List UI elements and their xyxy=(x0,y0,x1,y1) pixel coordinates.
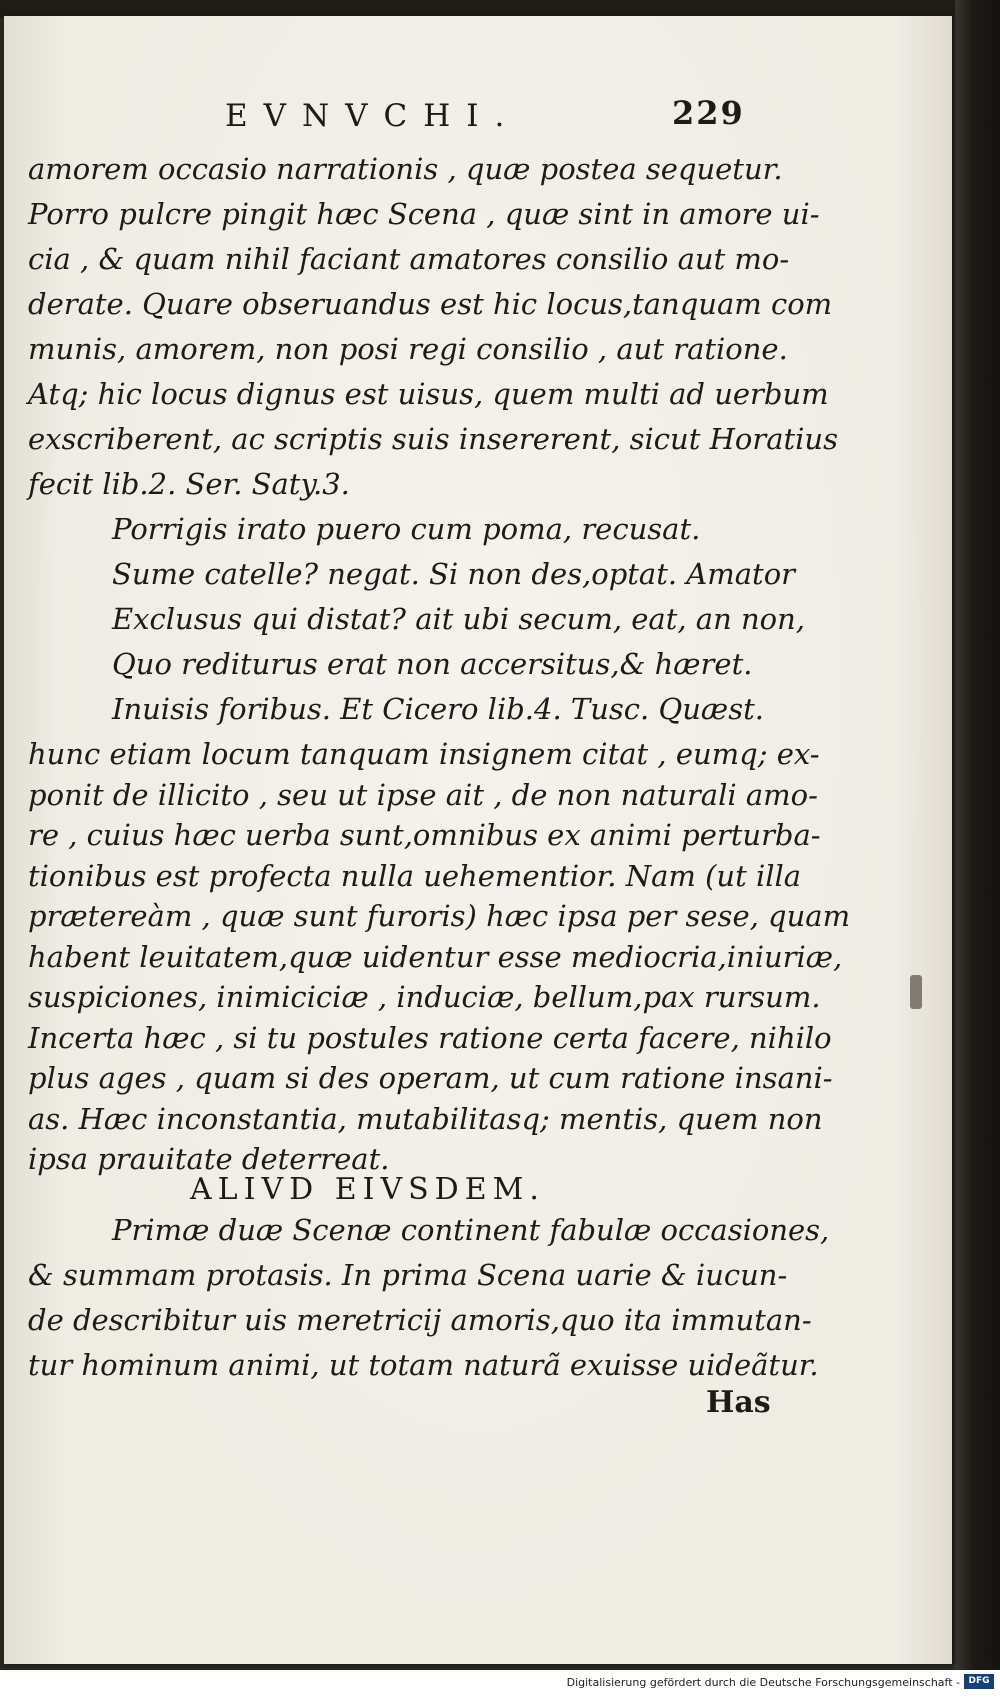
text-line: & summam protasis. In prima Scena uarie & iucun- xyxy=(28,1258,788,1292)
text-line: tur hominum animi, ut totam naturã exuisse uideãtur. xyxy=(28,1348,819,1382)
ink-smudge xyxy=(910,975,922,1009)
text-line: re , cuius hæc uerba sunt,omnibus ex animi perturba- xyxy=(28,818,821,852)
text-line: ipsa prauitate deterreat. xyxy=(28,1142,390,1176)
text-line: munis, amorem, non posi regi consilio , aut ratione. xyxy=(28,332,788,366)
dfg-logo: DFG xyxy=(964,1674,994,1689)
book-spine-edge xyxy=(955,0,1000,1697)
text-line: Porro pulcre pingit hæc Scena , quæ sint in amore ui- xyxy=(28,197,820,231)
verse-line: Inuisis foribus. Et Cicero lib.4. Tusc. Quæst. xyxy=(112,692,764,726)
verse-line: Porrigis irato puero cum poma, recusat. xyxy=(112,512,701,546)
text-line: Atq; hic locus dignus est uisus, quem multi ad uerbum xyxy=(28,377,829,411)
text-line: derate. Quare obseruandus est hic locus,tanquam com xyxy=(28,287,833,321)
text-line: cia , & quam nihil faciant amatores consilio aut mo- xyxy=(28,242,790,276)
digitization-credit: Digitalisierung gefördert durch die Deutsche Forschungsgemeinschaft - xyxy=(566,1676,960,1689)
text-line: prætereàm , quæ sunt furoris) hæc ipsa per sese, quam xyxy=(28,899,851,933)
text-line: as. Hæc inconstantia, mutabilitasq; mentis, quem non xyxy=(28,1101,823,1136)
running-title: EVNVCHI. xyxy=(225,98,521,134)
text-line: hunc etiam locum tanquam insignem citat , eumq; ex- xyxy=(28,737,820,771)
verse-line: Exclusus qui distat? ait ubi secum, eat, an non, xyxy=(112,602,806,636)
text-line: fecit lib.2. Ser. Saty.3. xyxy=(28,467,350,501)
text-line: habent leuitatem,quæ uidentur esse mediocria,iniuriæ, xyxy=(28,939,843,974)
text-line: tionibus est profecta nulla uehementior. Nam (ut illa xyxy=(28,858,802,893)
section-heading: ALIVD EIVSDEM. xyxy=(190,1172,545,1207)
verse-line: Quo rediturus erat non accersitus,& hæret. xyxy=(112,647,753,681)
page-number: 229 xyxy=(672,94,745,132)
text-line: suspiciones, inimiciciæ , induciæ, bellum,pax rursum. xyxy=(28,980,821,1014)
text-line: amorem occasio narrationis , quæ postea sequetur. xyxy=(28,152,783,186)
verse-line: Sume catelle? negat. Si non des,optat. Amator xyxy=(112,557,796,591)
text-line: de describitur uis meretricij amoris,quo ita immutan- xyxy=(28,1303,812,1337)
text-line: plus ages , quam si des operam, ut cum ratione insani- xyxy=(28,1061,833,1095)
catchword: Has xyxy=(706,1385,771,1420)
text-line: Primæ duæ Scenæ continent fabulæ occasiones, xyxy=(112,1213,830,1247)
text-line: exscriberent, ac scriptis suis insererent, sicut Horatius xyxy=(28,422,838,456)
text-line: ponit de illicito , seu ut ipse ait , de non naturali amo- xyxy=(28,777,818,812)
text-line: Incerta hæc , si tu postules ratione certa facere, nihilo xyxy=(28,1020,832,1055)
